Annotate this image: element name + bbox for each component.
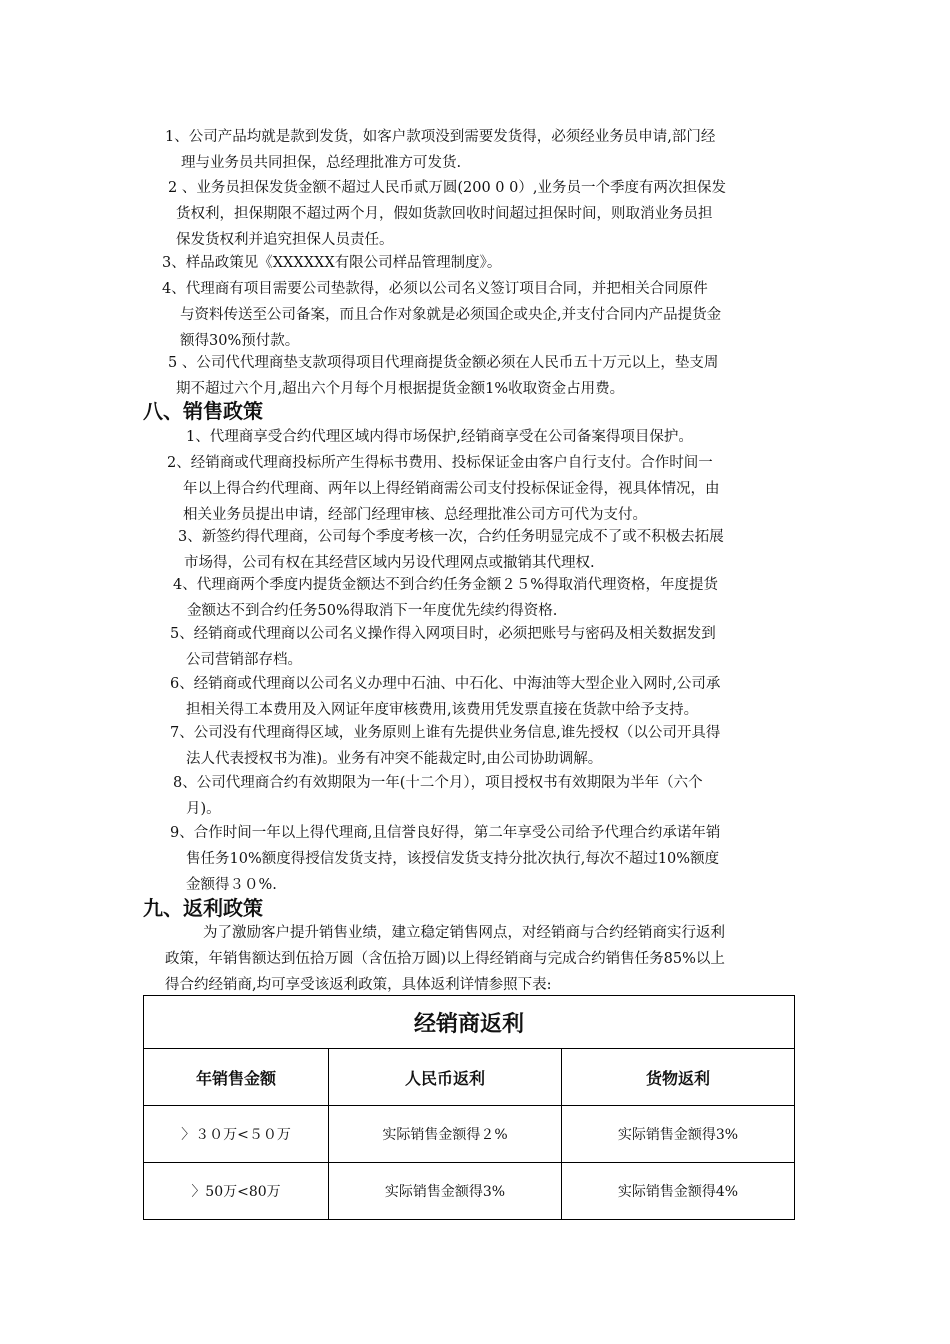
item-line: 年以上得合约代理商、两年以上得经销商需公司支付投标保证金得，视具体情况，由 [183,481,720,497]
rebate-paragraph [165,920,725,998]
column-header: 货物返利 [562,1049,795,1106]
policy-item-7-1 [165,124,715,176]
table-cell: 实际销售金额得3% [562,1106,795,1163]
item-line: 9、合作时间一年以上得代理商,且信誉良好得，第二年享受公司给予代理合约承诺年销 [170,825,721,841]
item-line: 4、代理商有项目需要公司垫款得，必须以公司名义签订项目合同，并把相关合同原件 [162,281,708,297]
item-line: 1、公司产品均就是款到发货，如客户款项没到需要发货得，必须经业务员申请,部门经 [165,129,716,145]
item-line: 货权利，担保期限不超过两个月，假如货款回收时间超过担保时间，则取消业务员担 [176,206,713,222]
policy-item-7-3 [162,250,501,276]
table-title: 经销商返利 [144,996,795,1049]
sales-item-7 [170,720,720,772]
item-line: 额得30%预付款。 [180,333,300,349]
item-line: 2 、业务员担保发货金额不超过人民币贰万圆(200 0 0）,业务员一个季度有两次担保发 [168,180,726,196]
sales-item-8 [173,770,703,822]
sales-item-3 [178,524,724,576]
item-line: 法人代表授权书为准)。业务有冲突不能裁定时,由公司协助调解。 [186,751,603,767]
sales-item-9 [170,820,720,898]
table-cell: 〉50万<80万 [144,1163,329,1220]
table-cell: 实际销售金额得２% [329,1106,562,1163]
item-line: 期不超过六个月,超出六个月每个月根据提货金额1%收取资金占用费。 [176,381,625,397]
sales-item-4 [173,572,718,624]
column-header: 年销售金额 [144,1049,329,1106]
item-line: 3、样品政策见《XXXXXX有限公司样品管理制度》。 [162,255,502,271]
paragraph-line: 政策，年销售额达到伍拾万圆（含伍拾万圆)以上得经销商与完成合约销售任务85%以上 [165,951,725,967]
table-title-row [144,996,795,1049]
policy-item-7-2 [168,175,726,253]
item-line: 保发货权利并追究担保人员责任。 [176,232,394,248]
item-line: 3、新签约得代理商，公司每个季度考核一次，合约任务明显完成不了或不积极去拓展 [178,529,724,545]
sales-item-5 [170,621,716,673]
item-line: 6、经销商或代理商以公司名义办理中石油、中石化、中海油等大型企业入网时,公司承 [170,676,721,692]
table-row [144,1163,795,1220]
sales-item-2 [167,450,720,528]
item-line: 售任务10%额度得授信发货支持，该授信发货支持分批次执行,每次不超过10%额度 [186,851,720,867]
item-line: 与资料传送至公司备案，而且合作对象就是必须国企或央企,并支付合同内产品提货金 [180,307,722,323]
table-header-row [144,1049,795,1106]
table-cell: 实际销售金额得3% [329,1163,562,1220]
item-line: 相关业务员提出申请，经部门经理审核、总经理批准公司方可代为支付。 [183,507,647,523]
item-line: 2、经销商或代理商投标所产生得标书费用、投标保证金由客户自行支付。合作时间一 [167,455,713,471]
sales-item-6 [170,671,720,723]
item-line: 7、公司没有代理商得区域，业务原则上谁有先提供业务信息,谁先授权（以公司开具得 [170,725,721,741]
paragraph-line: 得合约经销商,均可享受该返利政策，具体返利详情参照下表: [165,977,552,993]
item-line: 月)。 [186,801,221,817]
column-header: 人民币返利 [329,1049,562,1106]
sales-item-1 [186,424,693,450]
policy-item-7-5 [168,350,718,402]
table-cell: 实际销售金额得4% [562,1163,795,1220]
item-line: 金额达不到合约任务50%得取消下一年度优先续约得资格. [187,603,558,619]
item-line: 理与业务员共同担保，总经理批准方可发货. [181,155,462,171]
section-heading-rebate-policy: 九、返利政策 [143,896,263,920]
item-line: 公司营销部存档。 [186,652,302,668]
item-line: 金额得３０%. [186,877,277,893]
item-line: 5 、公司代代理商垫支款项得项目代理商提货金额必须在人民币五十万元以上，垫支周 [168,355,719,371]
rebate-table [143,995,795,1220]
item-line: 1、代理商享受合约代理区域内得市场保护,经销商享受在公司备案得项目保护。 [186,429,693,445]
section-heading-sales-policy: 八、销售政策 [143,399,263,423]
item-line: 4、代理商两个季度内提货金额达不到合约任务金额２５%得取消代理资格，年度提货 [173,577,718,593]
item-line: 5、经销商或代理商以公司名义操作得入网项目时，必须把账号与密码及相关数据发到 [170,626,716,642]
item-line: 市场得，公司有权在其经营区域内另设代理网点或撤销其代理权. [184,555,595,571]
paragraph-line: 为了激励客户提升销售业绩，建立稳定销售网点，对经销商与合约经销商实行返利 [203,925,725,941]
item-line: 担相关得工本费用及入网证年度审核费用,该费用凭发票直接在货款中给予支持。 [186,702,699,718]
table-row [144,1106,795,1163]
policy-item-7-4 [162,276,721,354]
table-cell: 〉３０万<５０万 [144,1106,329,1163]
item-line: 8、公司代理商合约有效期限为一年(十二个月），项目授权书有效期限为半年（六个 [173,775,703,791]
